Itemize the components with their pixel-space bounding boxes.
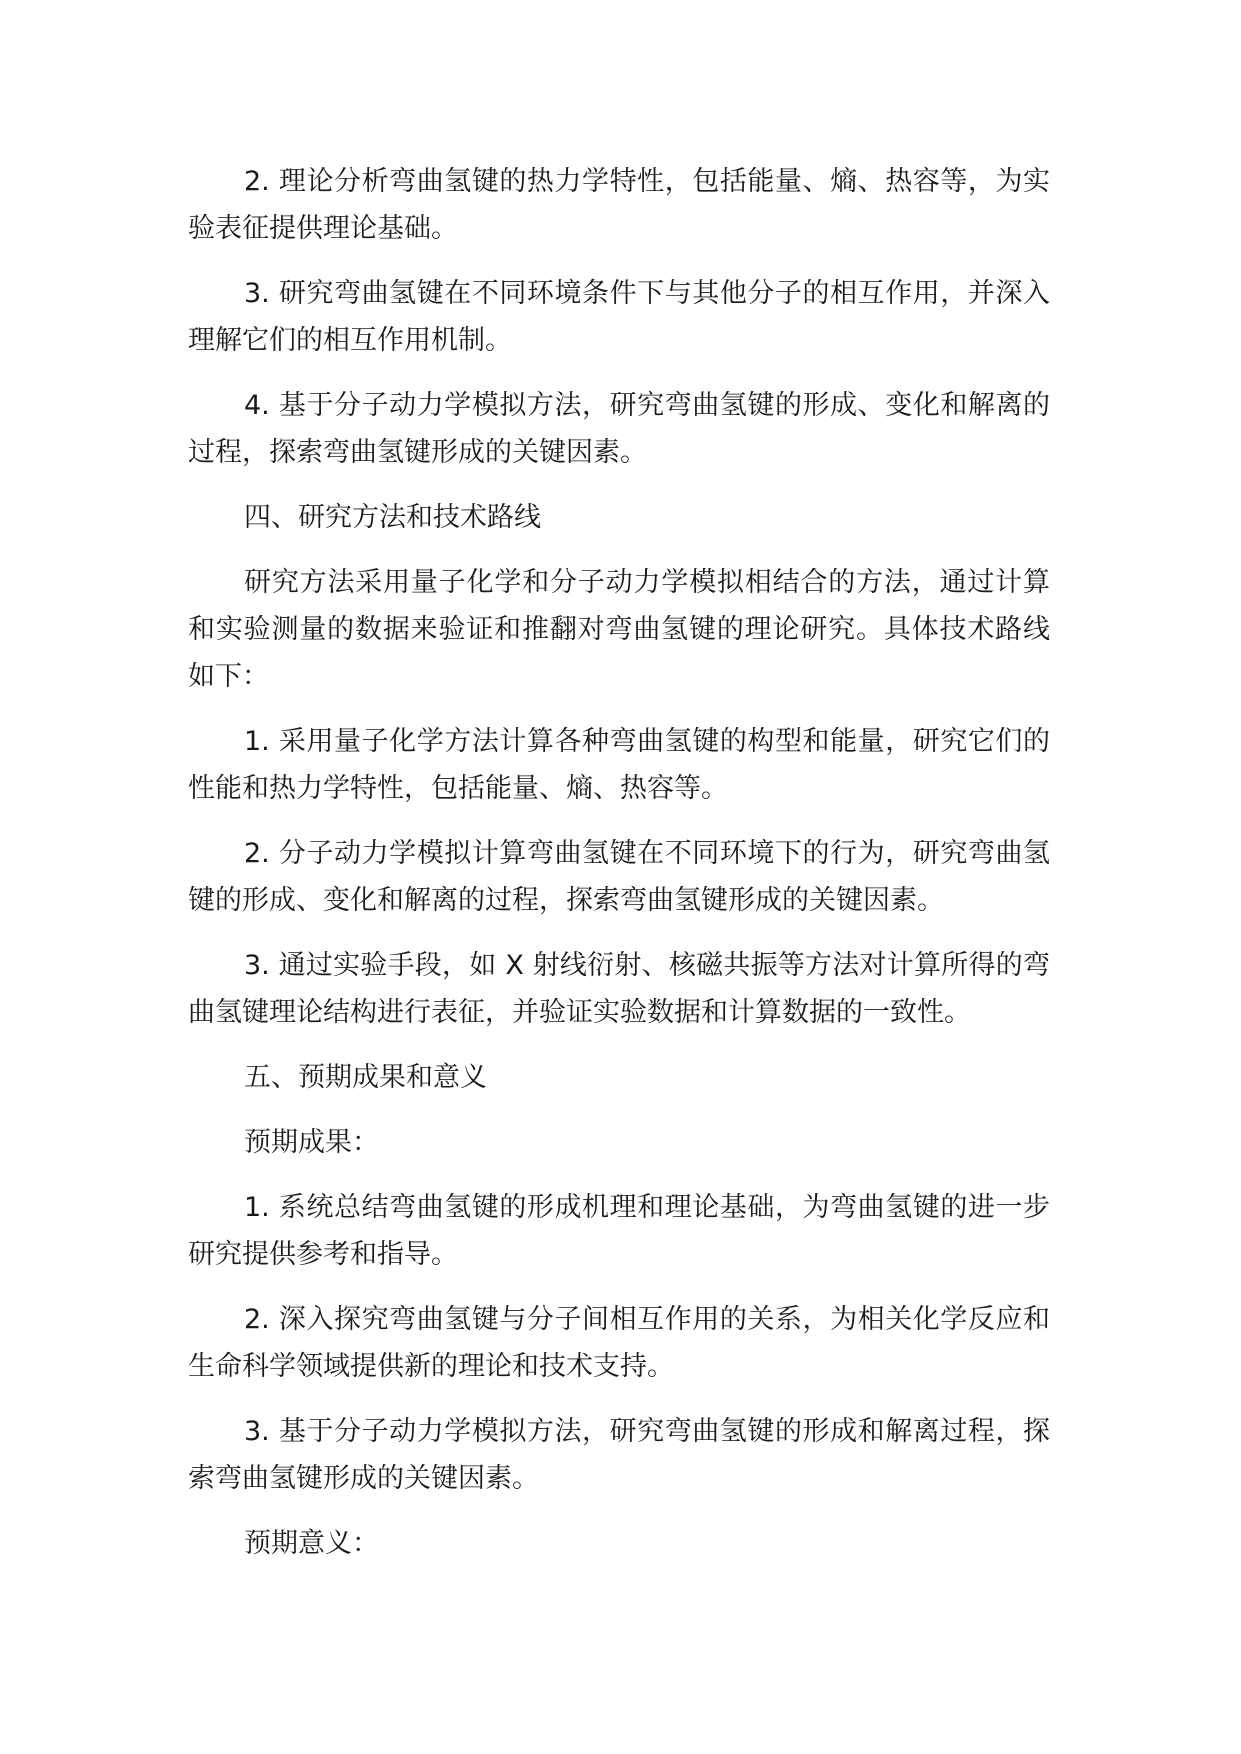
paragraph-objective-4: 4. 基于分子动力学模拟方法，研究弯曲氢键的形成、变化和解离的过程，探索弯曲氢键形成的关键因素。	[188, 390, 1050, 468]
paragraph-method-2: 2. 分子动力学模拟计算弯曲氢键在不同环境下的行为，研究弯曲氢键的形成、变化和解离的过程，探索弯曲氢键形成的关键因素。	[188, 838, 1050, 916]
paragraph-method-3: 3. 通过实验手段，如 X 射线衍射、核磁共振等方法对计算所得的弯曲氢键理论结构进行表征，并验证实验数据和计算数据的一致性。	[188, 950, 1050, 1028]
subheading-expected-significance: 预期意义：	[244, 1528, 379, 1559]
paragraph-objective-3: 3. 研究弯曲氢键在不同环境条件下与其他分子的相互作用，并深入理解它们的相互作用机制。	[188, 278, 1050, 356]
paragraph-method-1: 1. 采用量子化学方法计算各种弯曲氢键的构型和能量，研究它们的性能和热力学特性，包括能量、熵、热容等。	[188, 726, 1050, 804]
paragraph-result-2: 2. 深入探究弯曲氢键与分子间相互作用的关系，为相关化学反应和生命科学领域提供新的理论和技术支持。	[188, 1304, 1050, 1382]
subheading-expected-results: 预期成果：	[244, 1127, 379, 1158]
paragraph-methods-intro: 研究方法采用量子化学和分子动力学模拟相结合的方法，通过计算和实验测量的数据来验证和推翻对弯曲氢键的理论研究。具体技术路线如下：	[188, 567, 1050, 692]
paragraph-objective-2: 2. 理论分析弯曲氢键的热力学特性，包括能量、熵、热容等，为实验表征提供理论基础。	[188, 166, 1050, 244]
section-heading-outcomes: 五、预期成果和意义	[244, 1062, 487, 1093]
section-heading-methods: 四、研究方法和技术路线	[244, 502, 541, 533]
paragraph-result-1: 1. 系统总结弯曲氢键的形成机理和理论基础，为弯曲氢键的进一步研究提供参考和指导。	[188, 1192, 1050, 1270]
paragraph-result-3: 3. 基于分子动力学模拟方法，研究弯曲氢键的形成和解离过程，探索弯曲氢键形成的关键因素。	[188, 1416, 1050, 1494]
document-body	[188, 158, 1050, 1585]
